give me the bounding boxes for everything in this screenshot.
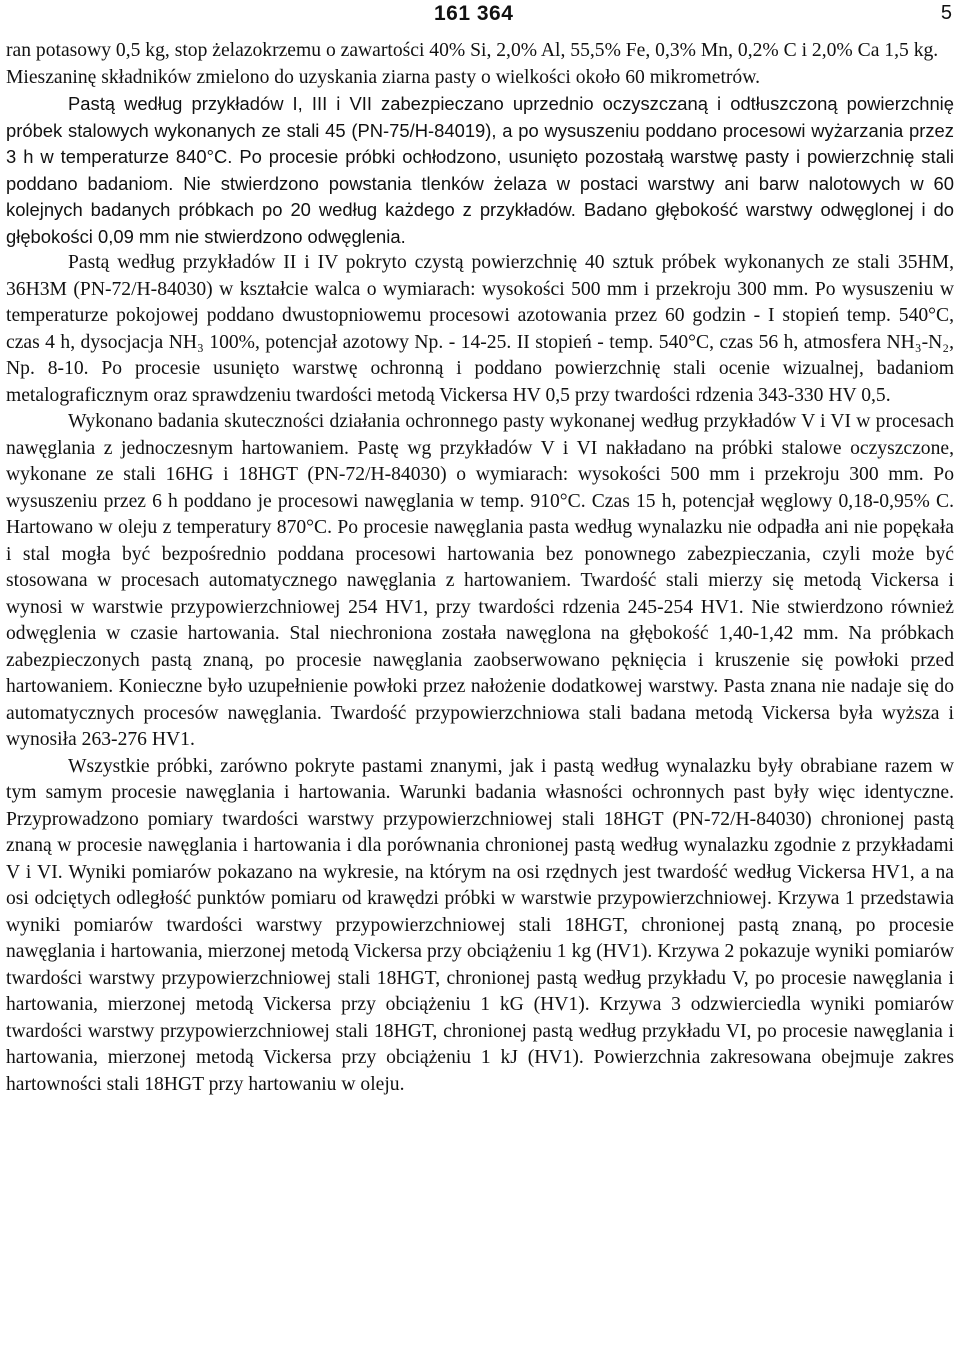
paragraph-composition-end: ran potasowy 0,5 kg, stop żelazokrzemu o zawartości 40% Si, 2,0% Al, 55,5% Fe, 0,3% Mn, 0,2% C i 2,0% Ca 1,5 kg. [6, 40, 939, 61]
paragraph-grinding: Mieszaninę składników zmielono do uzyskania ziarna pasty o wielkości około 60 mikrometrów. [6, 66, 761, 88]
paragraph-nitriding-test: Pastą według przykładów II i IV pokryto czystą powierzchnię 40 sztuk próbek wykonanych ze stali 35HM, 36H3M (PN-72/H-84030) w kształcie walca o wymiarach: wysokości 500 mm i przekroju 300 mm. Po wysuszeniu w temperaturze pokojowej poddano dwustopniowemu procesowi azotowania przez 60 godzin - I stopień temp. 540°C, czas 4 h, dysocjacja NH₃ 100%, potencjał azotowy Np. - 14-25. II stopień - temp. 540°C, czas 56 h, atmosfera NH₃-N₂, Np. 8-10. Po procesie usunięto warstwę ochronną i poddano powierzchnię stali ocenie wizualnej, badaniom metalograficznym oraz sprawdzeniu twardości metodą Vickersa HV 0,5 przy twardości rdzenia 343-330 HV 0,5. [6, 252, 954, 406]
paragraph-carburizing-test: Wykonano badania skuteczności działania ochronnego pasty wykonanej według przykładów V i VI w procesach nawęglania z jednoczesnym hartowaniem. Pastę wg przykładów V i VI nakładano na próbki stalowe oczyszczone, wykonane ze stali 16HG i 18HGT (PN-72/H-84030) o wymiarach: wysokości 500 mm i przekroju 300 mm. Po wysuszeniu przez 6 h poddano je procesowi nawęglania w temp. 910°C. Czas 15 h, potencjał węglowy 0,18-0,95% C. Hartowano w oleju z temperatury 870°C. Po procesie nawęglania pasta według wynalazku nie odpadła ani nie popękała i stal mogła być bezpośrednio poddana procesowi hartowania bez ponownego zabezpieczania, czyli może być stosowana w procesach automatycznego nawęglania z hartowaniem. Twardość stali mierzy się metodą Vickersa i wynosi w warstwie przypowierzchniowej 254 HV1, przy twardości rdzenia 245-254 HV1. Nie stwierdzono również odwęglenia w czasie hartowania. Stal niechroniona została nawęglona na głębokość 1,40-1,42 mm. Na próbkach zabezpieczonych pastą znaną, po procesie nawęglania zaobserwowano pęknięcia i kruszenie się powłoki przed hartowaniem. Konieczne było uzupełnienie powłoki przez nałożenie dodatkowej warstwy. Pasta znana nie nadaje się do automatycznych procesów nawęglania. Twardość przypowierzchniowa stali badana metodą Vickersa była wyższa i wynosiła 263-276 HV1. [6, 411, 954, 750]
paragraph-hardness-comparison: Wszystkie próbki, zarówno pokryte pastami znanymi, jak i pastą według wynalazku były obrabiane razem w tym samym procesie nawęglania i hartowania. Warunki badania własności ochronnych past były więc identyczne. Przyprowadzono pomiary twardości warstwy przypowierzchniowej stali 18HGT (PN-72/H-84030) chronionej pastą znaną w procesie nawęglania i hartowania i dla porównania chronionej pastą według wynalazku zgodnie z przykładami V i VI. Wyniki pomiarów pokazano na wykresie, na którym na osi rzędnych jest twardość według Vickersa HV1, a na osi odciętych odległość punktów pomiaru od krawędzi próbki w warstwie przypowierzchniowej. Krzywa 1 przedstawia wyniki pomiarów twardości warstwy przypowierzchniowej stali 18HGT, chronionej pastą znaną, po procesie nawęglania i hartowania, mierzonej metodą Vickersa przy obciążeniu 1 kg (HV1). Krzywa 2 pokazuje wyniki pomiarów twardości warstwy przypowierzchniowej stali 18HGT, chronionej pastą według przykładu V, po procesie nawęglania i hartowania, mierzonej metodą Vickersa przy obciążeniu 1 kG (HV1). Krzywa 3 odzwierciedla wyniki pomiarów twardości warstwy przypowierzchniowej stali 18HGT, chronionej pastą według przykładu VI, po procesie nawęglania i hartowania, mierzonej metodą Vickersa przy obciążeniu 1 kJ (HV1). Powierzchnia zakresowana obejmuje zakres hartowności stali 18HGT przy hartowaniu w oleju. [6, 755, 954, 1095]
page-header [0, 2, 960, 32]
paragraph-annealing-test: Pastą według przykładów I, III i VII zabezpieczano uprzednio oczyszczaną i odtłuszczoną powierzchnię próbek stalowych wykonanych ze stali 45 (PN-75/H-84019), a po wysuszeniu poddano procesowi wyżarzania przez 3 h w temperaturze 840°C. Po procesie próbki ochłodzono, usunięto pozostałą warstwę pasty i powierzchnię stali poddano badaniom. Nie stwierdzono powstania tlenków żelaza w postaci warstwy ani barw nalotowych w 60 kolejnych badanych próbkach po 20 według każdego z przykładów. Badano głębokość warstwy odwęglonej i do głębokości 0,09 mm nie stwierdzono odwęglenia. [6, 93, 954, 247]
patent-number: 161 364 [434, 2, 514, 25]
document-body [6, 38, 954, 1098]
page-number: 5 [940, 2, 952, 24]
